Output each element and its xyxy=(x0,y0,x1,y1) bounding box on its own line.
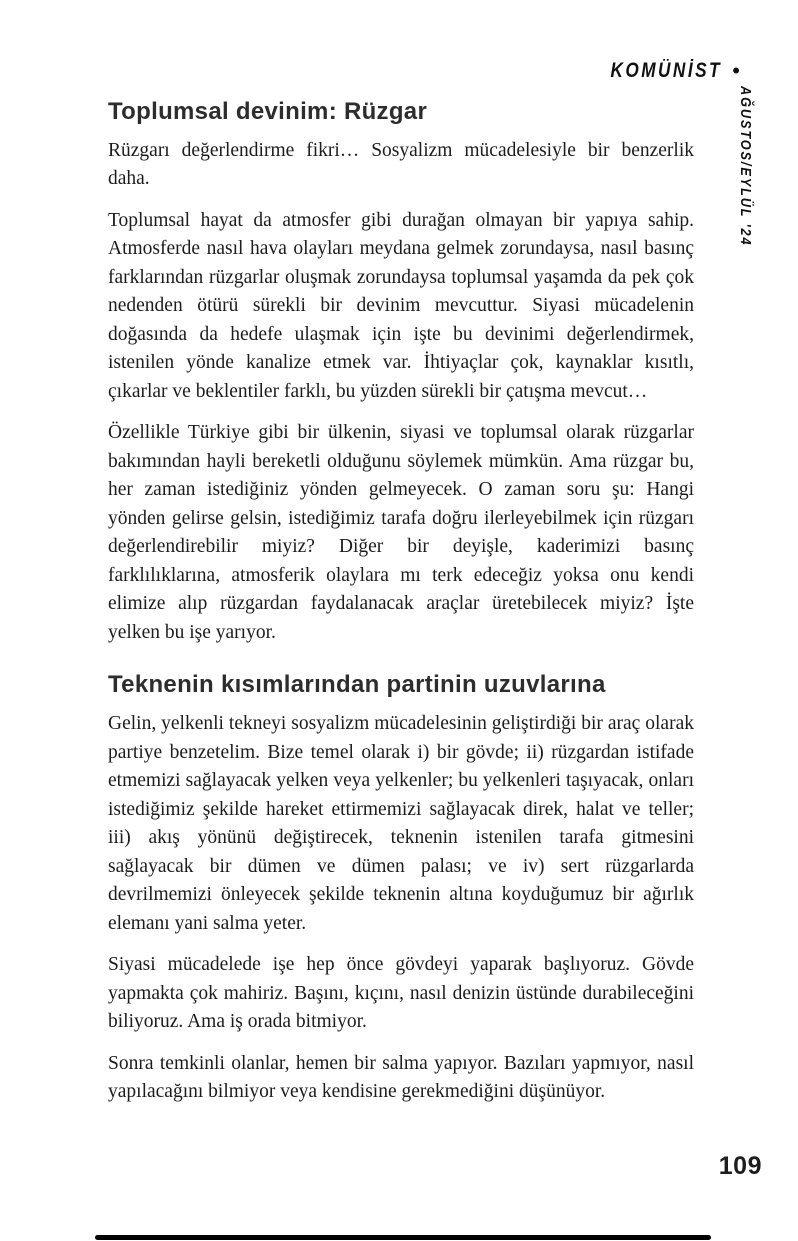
paragraph: Gelin, yelkenli tekneyi sosyalizm mücadelesinin geliştirdiği bir araç olarak partiye benzetelim. Bize temel olarak i) bir gövde; ii) rüzgardan istifade etmemizi sağlayacak yelken veya yelkenler; bu yelkenleri taşıyacak, onları istediğimiz şekilde hareket ettirmemizi sağlayacak direk, halat ve teller; iii) akış yönünü değiştirecek, teknenin istenilen tarafa gitmesini sağlayacak bir dümen ve dümen palası; ve iv) sert rüzgarlarda devrilmemizi önleyecek şekilde teknenin altına koyduğumuz bir ağırlık elemanı yani salma yeter. xyxy=(108,713,694,934)
bullet-icon: • xyxy=(732,58,740,83)
paragraph: Siyasi mücadelede işe hep önce gövdeyi yaparak başlıyoruz. Gövde yapmakta çok mahiriz. Başını, kıçını, nasıl denizin üstünde durabileceğini biliyoruz. Ama iş orada bitmiyor. xyxy=(108,954,694,1033)
issue-date-vertical xyxy=(736,86,754,275)
paragraph: Özellikle Türkiye gibi bir ülkenin, siyasi ve toplumsal olarak rüzgarlar bakımından hayli bereketli olduğunu söylemek mümkün. Ama rüzgar bu, her zaman istediğiniz yönden gelmeyecek. O zaman soru şu: Hangi yönden gelirse gelsin, istediğimiz tarafa doğru ilerleyebilmek için rüzgarı değerlendirebilir miyiz? Diğer bir deyişle, kaderimizi basınç farklılıklarına, atmosferik olaylara mı terk edeceğiz yoksa onu kendi elimize alıp rüzgardan faydalanacak araçlar üretebilecek miyiz? İşte yelken bu işe yarıyor. xyxy=(108,422,694,643)
magazine-title: KOMÜNİST xyxy=(610,59,723,82)
paragraph: Rüzgarı değerlendirme fikri… Sosyalizm mücadelesiyle bir benzerlik daha. xyxy=(108,139,694,190)
issue-date-text: AĞUSTOS/EYLÜL '24 xyxy=(737,86,754,247)
footer-bar xyxy=(95,1235,711,1240)
section-heading-wind: Toplumsal devinim: Rüzgar xyxy=(108,98,428,125)
paragraph: Toplumsal hayat da atmosfer gibi durağan olmayan bir yapıya sahip. Atmosferde nasıl hava olayları meydana gelmek zorundaysa, nasıl basınç farklarından rüzgarlar oluşmak zorundaysa toplumsal yaşamda da pek çok nedenden ötürü sürekli bir devinim mevcuttur. Siyasi mücadelenin doğasında da hedefe ulaşmak için işte bu devinimi değerlendirmek, istenilen yönde kanalize etmek var. İhtiyaçlar çok, kaynaklar kısıtlı, çıkarlar ve beklentiler farklı, bu yüzden sürekli bir çatışma mevcut… xyxy=(108,209,694,402)
paragraph: Sonra temkinli olanlar, hemen bir salma yapıyor. Bazıları yapmıyor, nasıl yapılacağını bilmiyor veya kendisine gerekmediğini düşünüyor. xyxy=(108,1052,694,1103)
page-number: 109 xyxy=(718,1152,762,1180)
masthead xyxy=(586,59,740,83)
section-heading-boat-parts: Teknenin kısımlarından partinin uzuvlarına xyxy=(108,671,606,699)
article-body xyxy=(108,98,694,1120)
